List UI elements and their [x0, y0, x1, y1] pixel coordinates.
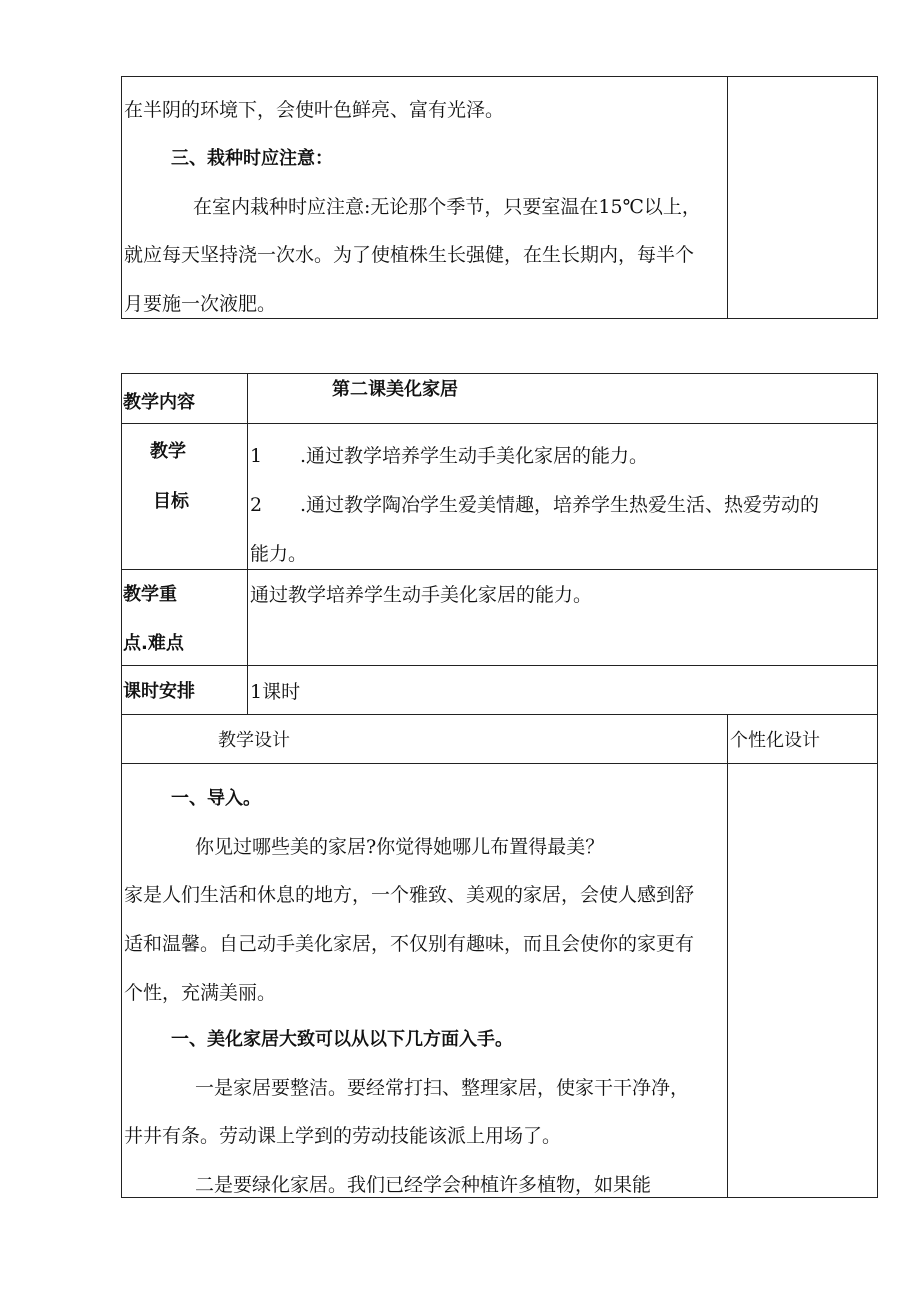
row-divider-2 [121, 569, 878, 570]
goal-2-continued: 能力。 [250, 543, 308, 565]
row-divider-3 [121, 665, 878, 666]
design-heading-methods: 一、美化家居大致可以从以下几方面入手。 [171, 1029, 513, 1050]
design-line-8: 井井有条。劳动课上学到的劳动技能该派上用场了。 [124, 1125, 562, 1147]
key-points-label-line-2: 点.难点 [123, 633, 184, 654]
label-column-divider [247, 373, 248, 715]
design-line-7: 一是家居要整洁。要经常打扫、整理家居，使家干干净净， [195, 1077, 690, 1099]
time-value: 1课时 [250, 681, 301, 703]
design-line-4: 适和温馨。自己动手美化家居，不仅别有趣味，而且会使你的家更有 [124, 933, 695, 955]
row-divider-4 [121, 714, 878, 715]
design-header: 教学设计 [218, 730, 290, 751]
goal-1-number: 1 [250, 445, 263, 467]
top-table-border-right [877, 76, 878, 319]
top-table-border-bottom [121, 318, 878, 319]
top-table-border-left [121, 76, 122, 319]
row-divider-5 [121, 763, 878, 764]
design-line-3: 家是人们生活和休息的地方，一个雅致、美观的家居，会使人感到舒 [124, 884, 695, 906]
lesson-border-left [121, 373, 122, 1198]
lesson-title: 第二课美化家居 [332, 379, 458, 400]
goal-2-number: 2 [250, 494, 263, 516]
design-line-9: 二是要绿化家居。我们已经学会种植许多植物，如果能 [195, 1174, 652, 1196]
row-divider-1 [121, 423, 878, 424]
lesson-border-bottom [121, 1197, 878, 1198]
top-line-1: 在半阴的环境下，会使叶色鲜亮、富有光泽。 [124, 99, 505, 121]
design-line-5: 个性，充满美丽。 [124, 982, 277, 1004]
content-label: 教学内容 [123, 392, 195, 413]
goals-label-line-2: 目标 [153, 491, 189, 512]
lesson-border-right [877, 373, 878, 1198]
lesson-border-top [121, 373, 878, 374]
top-line-3: 在室内栽种时应注意:无论那个季节，只要室温在15℃以上， [193, 196, 701, 218]
key-points-text: 通过教学培养学生动手美化家居的能力。 [250, 584, 593, 606]
top-line-4: 就应每天坚持浇一次水。为了使植株生长强健，在生长期内，每半个 [124, 244, 695, 266]
personal-column-divider [727, 714, 728, 1198]
design-line-2: 你见过哪些美的家居?你觉得她哪儿布置得最美？ [195, 836, 605, 858]
key-points-label-line-1: 教学重 [123, 584, 177, 605]
goal-1-text: .通过教学培养学生动手美化家居的能力。 [300, 445, 649, 467]
design-heading-intro: 一、导入。 [171, 788, 261, 809]
top-line-5: 月要施一次液肥。 [124, 293, 277, 315]
top-table-divider [727, 76, 728, 319]
goals-label-line-1: 教学 [150, 441, 186, 462]
top-section-heading: 三、栽种时应注意： [171, 148, 333, 169]
goal-2-text: .通过教学陶冶学生爱美情趣，培养学生热爱生活、热爱劳动的 [300, 494, 820, 516]
top-table-border-top [121, 76, 878, 77]
time-label: 课时安排 [123, 681, 195, 702]
personal-design-header: 个性化设计 [730, 730, 820, 751]
